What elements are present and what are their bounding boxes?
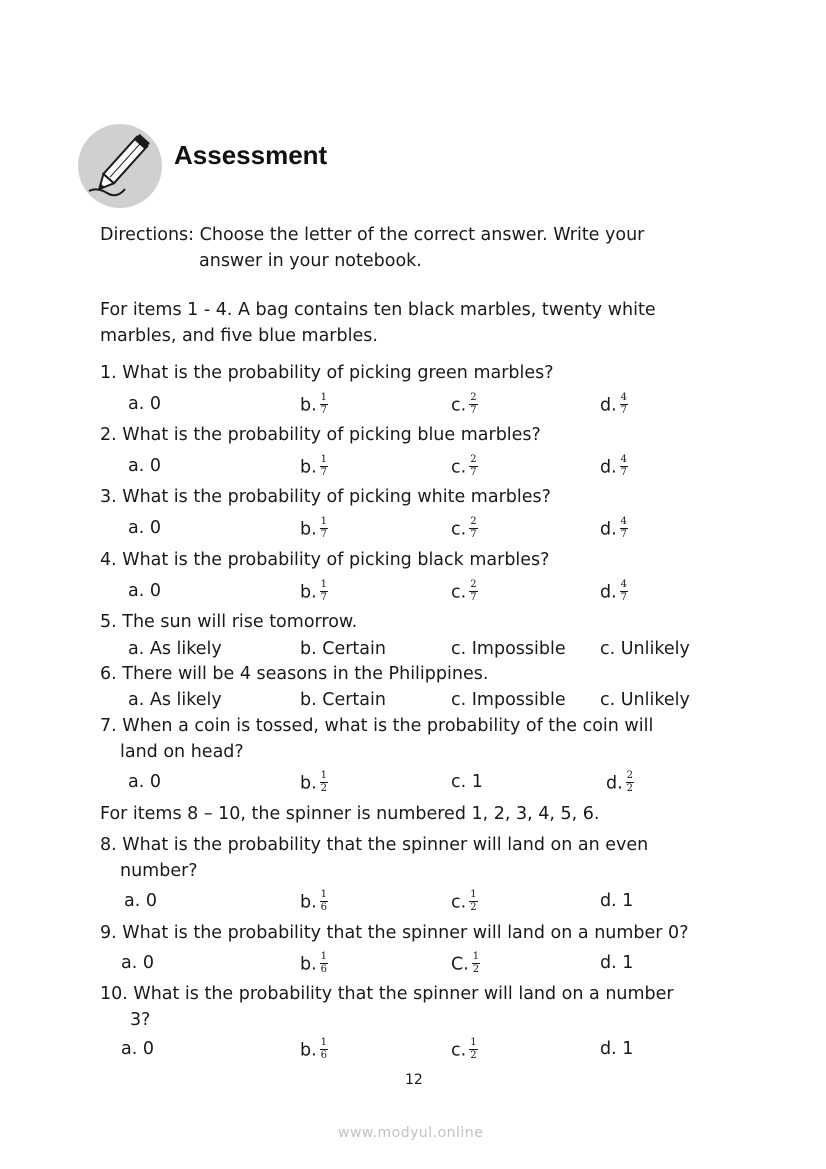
question-8-line-2: number? <box>120 861 198 881</box>
question-8-line-1: 8. What is the probability that the spinner will land on an even <box>100 835 649 855</box>
q4-option-a: a. 0 <box>128 581 161 601</box>
question-9: 9. What is the probability that the spinner will land on a number 0? <box>100 923 689 943</box>
q8-option-c: c. $\frac{1}{2}$ <box>451 889 477 913</box>
q1-option-d: d. $\frac{4}{7}$ <box>600 392 628 416</box>
question-6: 6. There will be 4 seasons in the Philippines. <box>100 664 489 684</box>
q2-option-d: d. $\frac{4}{7}$ <box>600 454 628 478</box>
q1-option-a: a. 0 <box>128 394 161 414</box>
question-3: 3. What is the probability of picking white marbles? <box>100 487 551 507</box>
question-10-line-1: 10. What is the probability that the spinner will land on a number <box>100 984 674 1004</box>
q7-option-b: b. $\frac{1}{2}$ <box>300 770 328 794</box>
q9-option-b: b. $\frac{1}{6}$ <box>300 951 328 975</box>
q2-option-a: a. 0 <box>128 456 161 476</box>
q9-option-a: a. 0 <box>121 953 154 973</box>
q10-option-b: b. $\frac{1}{6}$ <box>300 1037 328 1061</box>
q3-option-a: a. 0 <box>128 518 161 538</box>
question-2: 2. What is the probability of picking blue marbles? <box>100 425 541 445</box>
q8-option-d: d. 1 <box>600 891 634 911</box>
q9-option-d: d. 1 <box>600 953 634 973</box>
question-7-line-1: 7. When a coin is tossed, what is the probability of the coin will <box>100 716 654 736</box>
directions-line-1: Directions: Choose the letter of the correct answer. Write your <box>100 225 645 245</box>
watermark: www.modyul.online <box>338 1125 484 1141</box>
q6-option-c: c. Impossible <box>451 690 566 710</box>
q10-option-d: d. 1 <box>600 1039 634 1059</box>
intro-spinner: For items 8 – 10, the spinner is numbered 1, 2, 3, 4, 5, 6. <box>100 804 600 824</box>
pencil-icon <box>77 121 163 211</box>
page-title: Assessment <box>174 140 328 170</box>
q5-option-d: c. Unlikely <box>600 639 690 659</box>
q10-option-a: a. 0 <box>121 1039 154 1059</box>
directions-line-2: answer in your notebook. <box>199 251 422 271</box>
q5-option-b: b. Certain <box>300 639 386 659</box>
question-5: 5. The sun will rise tomorrow. <box>100 612 358 632</box>
q8-option-a: a. 0 <box>124 891 157 911</box>
question-10-line-2: 3? <box>130 1010 151 1030</box>
q10-option-c: c. $\frac{1}{2}$ <box>451 1037 477 1061</box>
q9-option-c: C. $\frac{1}{2}$ <box>451 951 480 975</box>
q2-option-b: b. $\frac{1}{7}$ <box>300 454 328 478</box>
q2-option-c: c. $\frac{2}{7}$ <box>451 454 477 478</box>
question-4: 4. What is the probability of picking black marbles? <box>100 550 550 570</box>
q8-option-b: b. $\frac{1}{6}$ <box>300 889 328 913</box>
q7-option-d: d. $\frac{2}{2}$ <box>606 770 634 794</box>
q4-option-d: d. $\frac{4}{7}$ <box>600 579 628 603</box>
intro-line-1: For items 1 - 4. A bag contains ten black marbles, twenty white <box>100 300 656 320</box>
intro-line-2: marbles, and five blue marbles. <box>100 326 378 346</box>
question-1: 1. What is the probability of picking green marbles? <box>100 363 554 383</box>
question-7-line-2: land on head? <box>120 742 244 762</box>
q6-option-b: b. Certain <box>300 690 386 710</box>
q1-option-c: c. $\frac{2}{7}$ <box>451 392 477 416</box>
page-number: 12 <box>405 1072 423 1088</box>
q6-option-a: a. As likely <box>128 690 222 710</box>
q5-option-c: c. Impossible <box>451 639 566 659</box>
q4-option-b: b. $\frac{1}{7}$ <box>300 579 328 603</box>
q3-option-d: d. $\frac{4}{7}$ <box>600 516 628 540</box>
q4-option-c: c. $\frac{2}{7}$ <box>451 579 477 603</box>
q7-option-a: a. 0 <box>128 772 161 792</box>
q5-option-a: a. As likely <box>128 639 222 659</box>
q1-option-b: b. $\frac{1}{7}$ <box>300 392 328 416</box>
q3-option-c: c. $\frac{2}{7}$ <box>451 516 477 540</box>
q6-option-d: c. Unlikely <box>600 690 690 710</box>
q3-option-b: b. $\frac{1}{7}$ <box>300 516 328 540</box>
q7-option-c: c. 1 <box>451 772 483 792</box>
